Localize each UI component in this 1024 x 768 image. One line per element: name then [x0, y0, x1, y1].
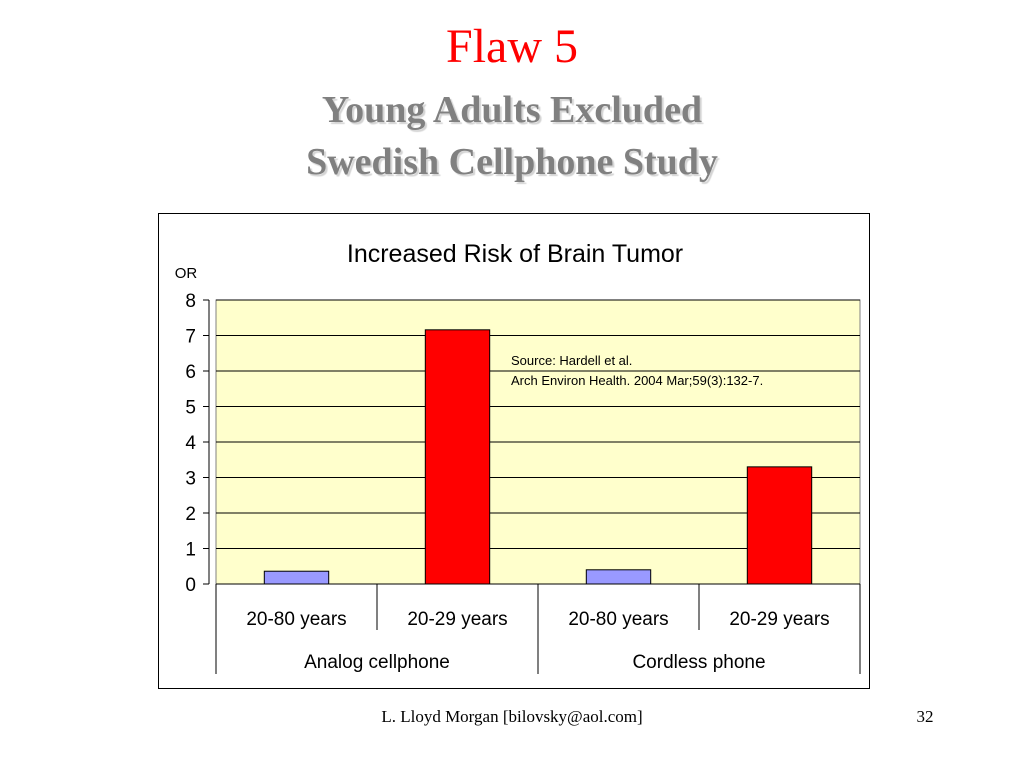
slide-subtitle-line1: Young Adults Excluded [321, 89, 703, 131]
y-tick-label: 6 [185, 362, 196, 383]
bar-age-20-80 [264, 571, 328, 584]
page-number: 32 [916, 707, 934, 726]
y-tick-label: 0 [185, 575, 196, 596]
y-tick-label: 7 [185, 326, 196, 348]
bar-age-20-29 [747, 467, 811, 584]
bar-chart [159, 214, 869, 688]
x-group-label: Cordless phone [632, 652, 766, 673]
chart-container [158, 213, 870, 689]
y-tick-label: 8 [185, 291, 196, 312]
y-axis-ticks [185, 291, 209, 596]
footer-text: L. Lloyd Morgan [bilovsky@aol.com] [381, 707, 643, 726]
source-line1: Source: Hardell et al. [511, 353, 633, 368]
bar-age-20-80 [586, 570, 650, 584]
y-axis-label: OR [174, 265, 198, 282]
x-category-label: 20-29 years [407, 609, 508, 630]
x-group-label: Analog cellphone [304, 652, 450, 673]
y-tick-label: 1 [185, 539, 196, 561]
y-tick-label: 2 [185, 504, 196, 525]
chart-title: Increased Risk of Brain Tumor [346, 240, 684, 268]
slide-subtitle-line2: Swedish Cellphone Study [306, 141, 718, 183]
y-tick-label: 4 [185, 433, 196, 454]
x-category-label: 20-29 years [729, 609, 830, 630]
y-tick-label: 5 [185, 397, 196, 419]
source-line2: Arch Environ Health. 2004 Mar;59(3):132-7. [511, 373, 764, 388]
x-axis [216, 584, 860, 674]
x-category-label: 20-80 years [246, 609, 347, 630]
y-tick-label: 3 [185, 468, 196, 490]
slide-title: Flaw 5 [446, 20, 578, 73]
x-category-label: 20-80 years [568, 609, 669, 630]
bar-age-20-29 [425, 330, 489, 584]
